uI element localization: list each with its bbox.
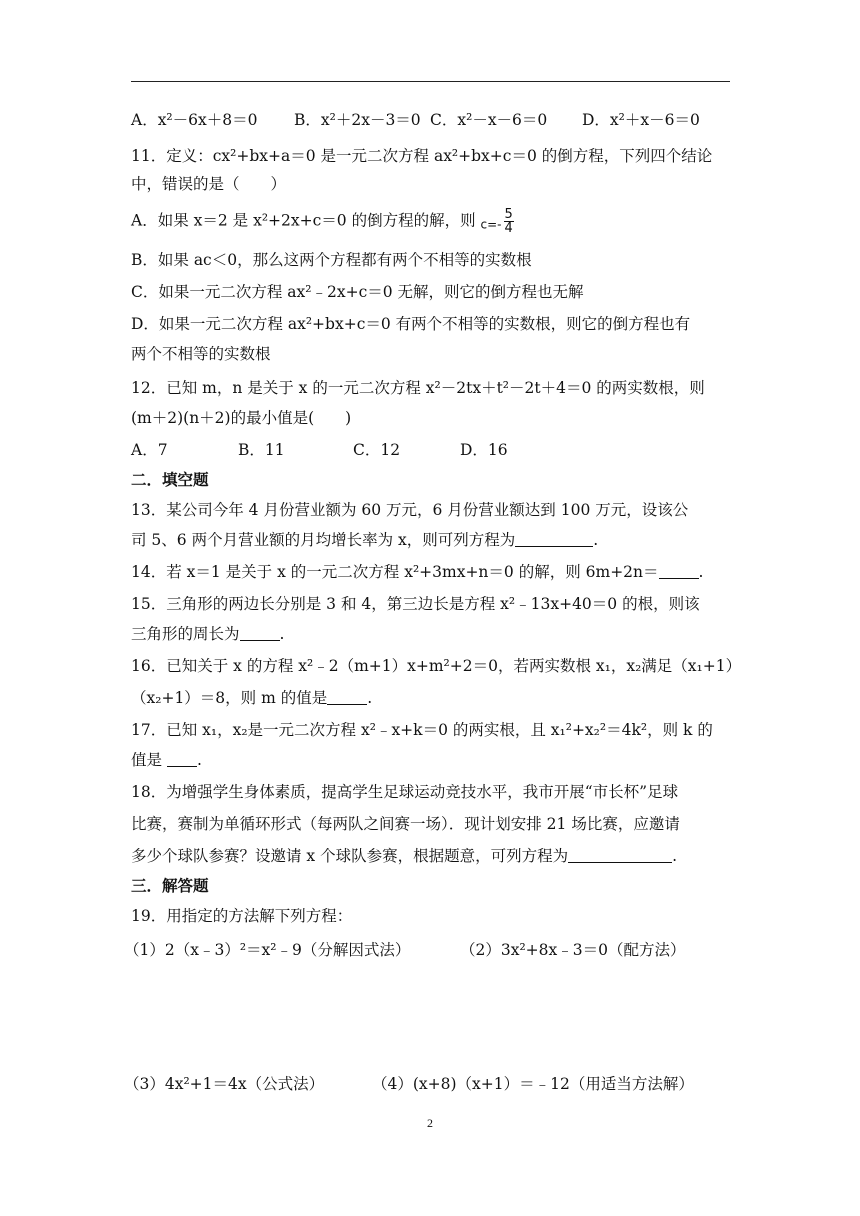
q18-line3-text: 多少个球队参赛？设邀请 x 个球队参赛，根据题意，可列方程为 bbox=[131, 847, 569, 865]
q11-option-c: C．如果一元二次方程 ax²﹣2x+c＝0 无解，则它的倒方程也无解 bbox=[131, 283, 584, 301]
q18-end: . bbox=[672, 847, 678, 865]
q13-line1: 13．某公司今年 4 月份营业额为 60 万元，6 月份营业额达到 100 万元，设该公 bbox=[131, 501, 689, 519]
q19-parts-row2 bbox=[124, 1074, 694, 1094]
q15-end: . bbox=[279, 625, 285, 643]
q18-line1: 18．为增强学生身体素质，提高学生足球运动竞技水平，我市开展“市长杯”足球 bbox=[131, 783, 679, 801]
q12-options bbox=[131, 440, 508, 460]
q10-option-d: D．x²＋x－6＝0 bbox=[582, 111, 700, 129]
q16-line1: 16．已知关于 x 的方程 x²﹣2（m+1）x+m²+2＝0，若两实数根 x₁，x₂满足（x₁+1） bbox=[131, 657, 742, 675]
q15-line2-text: 三角形的周长为 bbox=[131, 625, 240, 643]
answer-blank[interactable] bbox=[515, 531, 593, 547]
q14-end: . bbox=[698, 563, 704, 581]
q12-line1: 12．已知 m，n 是关于 x 的一元二次方程 x²－2tx＋t²－2t＋4＝0 的两实数根，则 bbox=[131, 379, 705, 397]
q10-option-a: A．x²－6x＋8＝0 bbox=[131, 111, 258, 129]
header-rule bbox=[131, 81, 730, 82]
answer-blank[interactable] bbox=[240, 625, 280, 641]
q19-part-3: （3）4x²+1＝4x（公式法） bbox=[124, 1075, 325, 1093]
q12-option-d: D．16 bbox=[460, 441, 508, 459]
q10-option-c: C．x²－x－6＝0 bbox=[430, 111, 548, 129]
q12-option-b: B．11 bbox=[238, 441, 285, 459]
q19-part-1: （1）2（x﹣3）²＝x²﹣9（分解因式法） bbox=[124, 941, 411, 959]
q19-part-2: （2）3x²+8x﹣3＝0（配方法） bbox=[460, 941, 686, 959]
q12-option-a: A．7 bbox=[131, 441, 168, 459]
section-heading-fill-in: 二．填空题 bbox=[131, 470, 209, 489]
q17-line2 bbox=[131, 750, 202, 770]
q11-stem-line1: 11．定义：cx²+bx+a＝0 是一元二次方程 ax²+bx+c＝0 的倒方程，下列四个结论 bbox=[131, 147, 713, 165]
q17-end: . bbox=[196, 751, 202, 769]
q11-stem-line2: 中，错误的是（ ） bbox=[131, 175, 287, 193]
q11-option-b: B．如果 ac＜0，那么这两个方程都有两个不相等的实数根 bbox=[131, 251, 532, 269]
q13-end: . bbox=[593, 531, 599, 549]
q16-line2-text: （x₂+1）＝8，则 m 的值是 bbox=[131, 689, 328, 707]
q18-line3 bbox=[131, 846, 677, 866]
q18-line2: 比赛，赛制为单循环形式（每两队之间赛一场）．现计划安排 21 场比赛，应邀请 bbox=[131, 815, 680, 833]
q11-option-a-text: A．如果 x＝2 是 x²+2x+c＝0 的倒方程的解，则 bbox=[131, 211, 476, 230]
fraction-numerator: 5 bbox=[504, 207, 513, 222]
answer-blank[interactable] bbox=[167, 751, 197, 767]
q12-option-c: C．12 bbox=[353, 441, 401, 459]
q11-option-d-line2: 两个不相等的实数根 bbox=[131, 345, 271, 363]
page-number: 2 bbox=[427, 1116, 433, 1130]
q11-option-a-c: c=- bbox=[480, 217, 502, 232]
q19-part-4: （4）(x+8)（x+1）＝﹣12（用适当方法解） bbox=[372, 1075, 694, 1093]
q10-options bbox=[131, 110, 700, 130]
q15-line2 bbox=[131, 624, 284, 644]
section-heading-solve: 三．解答题 bbox=[131, 876, 209, 895]
q11-option-a bbox=[131, 208, 514, 235]
q19-parts-row1 bbox=[124, 940, 686, 960]
fraction-denominator: 4 bbox=[504, 221, 513, 236]
q12-line2: (m＋2)(n＋2)的最小值是( ) bbox=[131, 409, 352, 427]
q14-text: 14．若 x＝1 是关于 x 的一元二次方程 x²+3mx+n＝0 的解，则 6m+2n＝ bbox=[131, 563, 659, 581]
answer-blank[interactable] bbox=[327, 689, 367, 705]
q16-end: . bbox=[367, 689, 373, 707]
q16-line2 bbox=[131, 688, 372, 708]
answer-blank[interactable] bbox=[659, 563, 699, 579]
q11-option-a-fraction bbox=[504, 208, 514, 235]
q17-line1: 17．已知 x₁，x₂是一元二次方程 x²﹣x+k＝0 的两实根，且 x₁²+x₂²＝4k²，则 k 的 bbox=[131, 721, 713, 739]
q15-line1: 15．三角形的两边长分别是 3 和 4，第三边长是方程 x²﹣13x+40＝0 的根，则该 bbox=[131, 595, 700, 613]
q13-line2-text: 司 5、6 两个月营业额的月均增长率为 x，则可列方程为 bbox=[131, 531, 516, 549]
q14-line bbox=[131, 562, 703, 582]
q19-stem: 19．用指定的方法解下列方程： bbox=[131, 907, 353, 925]
q17-line2-text: 值是 bbox=[131, 751, 167, 769]
q11-option-d-line1: D．如果一元二次方程 ax²+bx+c＝0 有两个不相等的实数根，则它的倒方程也有 bbox=[131, 315, 691, 333]
q10-option-b: B．x²＋2x－3＝0 bbox=[294, 111, 421, 129]
answer-blank[interactable] bbox=[568, 847, 672, 863]
q13-line2 bbox=[131, 530, 598, 550]
